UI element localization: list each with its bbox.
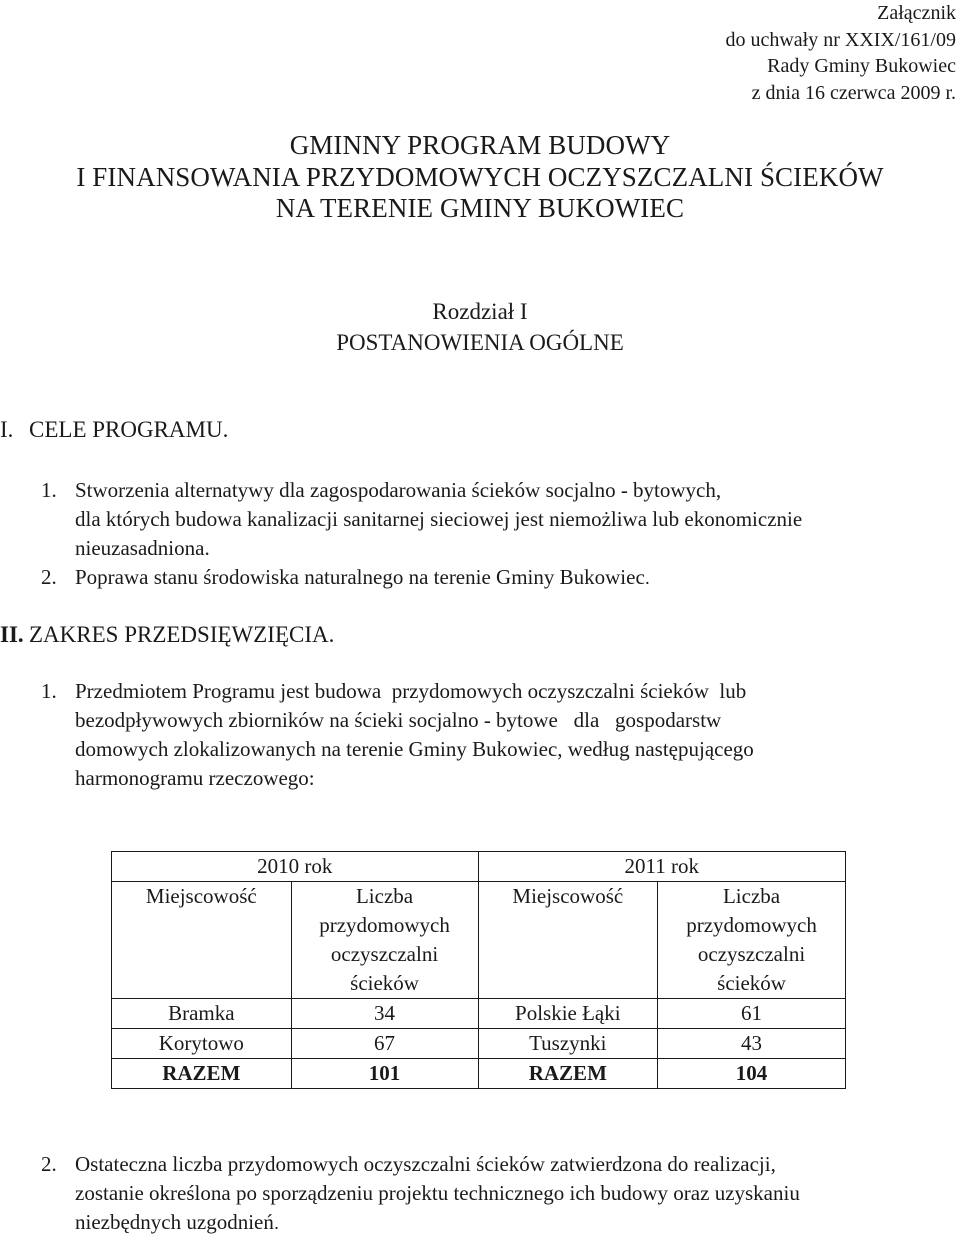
cell-place: Bramka bbox=[112, 999, 292, 1029]
annex-line: Rady Gminy Bukowiec bbox=[767, 55, 956, 77]
cell-place: Tuszynki bbox=[478, 1029, 658, 1059]
chapter-heading bbox=[0, 296, 960, 358]
scope-item-1 bbox=[41, 677, 931, 793]
item-text bbox=[75, 563, 931, 593]
item-line: Poprawa stanu środowiska naturalnego na terenie Gminy Bukowiec bbox=[75, 565, 645, 589]
year-2011-header: 2011 rok bbox=[478, 852, 846, 882]
table-row bbox=[112, 999, 846, 1029]
item-line: domowych zlokalizowanych na terenie Gminy Bukowiec, według następującego bbox=[75, 737, 754, 761]
item-number: 1. bbox=[41, 679, 57, 703]
section-title: ZAKRES PRZEDSIĘWZIĘCIA. bbox=[29, 622, 335, 647]
column-header-count: Liczba przydomowych oczyszczalni ścieków bbox=[658, 882, 846, 999]
annex-note bbox=[556, 0, 956, 106]
item-line: dla których budowa kanalizacji sanitarnej sieciowej jest niemożliwa lub ekonomicznie bbox=[75, 507, 803, 531]
cell-total-count: 101 bbox=[291, 1059, 478, 1089]
annex-line: z dnia 16 czerwca 2009 r. bbox=[751, 81, 956, 104]
year-2010-header: 2010 rok bbox=[112, 852, 479, 882]
column-header-place: Miejscowość bbox=[112, 882, 292, 999]
document-title bbox=[0, 130, 960, 225]
item-number: 2. bbox=[41, 565, 57, 589]
cell-total-label: RAZEM bbox=[112, 1059, 292, 1089]
item-line: Przedmiotem Programu jest budowa przydomowych oczyszczalni ścieków lub bbox=[75, 679, 747, 703]
table-header-row bbox=[112, 852, 846, 882]
cell-place: Polskie Łąki bbox=[478, 999, 658, 1029]
section-number: I. bbox=[0, 417, 14, 442]
title-line: GMINNY PROGRAM BUDOWY bbox=[289, 130, 671, 160]
section-title: CELE PROGRAMU. bbox=[29, 417, 229, 442]
title-line: NA TERENIE GMINY BUKOWIEC bbox=[275, 193, 685, 223]
item-line: niezbędnych uzgodnień. bbox=[75, 1210, 280, 1234]
table-total-row bbox=[112, 1059, 846, 1089]
section-number: II. bbox=[0, 622, 24, 647]
cell-count: 34 bbox=[291, 999, 478, 1029]
section-heading-goals bbox=[0, 415, 228, 444]
chapter-name: POSTANOWIENIA OGÓLNE bbox=[336, 330, 624, 355]
table-row bbox=[112, 1029, 846, 1059]
cell-count: 43 bbox=[658, 1029, 846, 1059]
item-line: zostanie określona po sporządzeniu projektu technicznego ich budowy oraz uzyskaniu bbox=[75, 1181, 800, 1205]
annex-line: Załącznik bbox=[877, 2, 956, 24]
cell-total-count: 104 bbox=[658, 1059, 846, 1089]
cell-total-label: RAZEM bbox=[478, 1059, 658, 1089]
item-text bbox=[75, 1150, 931, 1238]
item-line: bezodpływowych zbiorników na ścieki socjalno - bytowe dla gospodarstw bbox=[75, 708, 722, 732]
goal-item-1 bbox=[41, 476, 931, 563]
title-line: I FINANSOWANIA PRZYDOMOWYCH OCZYSZCZALNI ŚCIEKÓW bbox=[76, 161, 884, 192]
goal-item-2 bbox=[41, 563, 931, 593]
item-number: 2. bbox=[41, 1152, 57, 1176]
cell-count: 67 bbox=[291, 1029, 478, 1059]
column-header-place: Miejscowość bbox=[478, 882, 658, 999]
chapter-number: Rozdział I bbox=[432, 299, 528, 324]
table-column-header-row bbox=[112, 882, 846, 999]
item-number: 1. bbox=[41, 478, 57, 502]
column-header-count: Liczba przydomowych oczyszczalni ścieków bbox=[291, 882, 478, 999]
item-line: nieuzasadniona. bbox=[75, 536, 210, 560]
item-line: Stworzenia alternatywy dla zagospodarowania ścieków socjalno - bytowych, bbox=[75, 478, 722, 502]
annex-line: do uchwały nr XXIX/161/09 bbox=[725, 28, 956, 51]
schedule-table bbox=[111, 851, 846, 1089]
section-heading-scope bbox=[0, 620, 334, 649]
item-text bbox=[75, 677, 931, 793]
cell-count: 61 bbox=[658, 999, 846, 1029]
item-line: Ostateczna liczba przydomowych oczyszczalni ścieków zatwierdzona do realizacji, bbox=[75, 1152, 776, 1176]
item-line: harmonogramu rzeczowego: bbox=[75, 766, 315, 790]
scope-item-2 bbox=[41, 1150, 931, 1238]
item-tail: . bbox=[644, 568, 651, 589]
cell-place: Korytowo bbox=[112, 1029, 292, 1059]
item-text bbox=[75, 476, 931, 563]
